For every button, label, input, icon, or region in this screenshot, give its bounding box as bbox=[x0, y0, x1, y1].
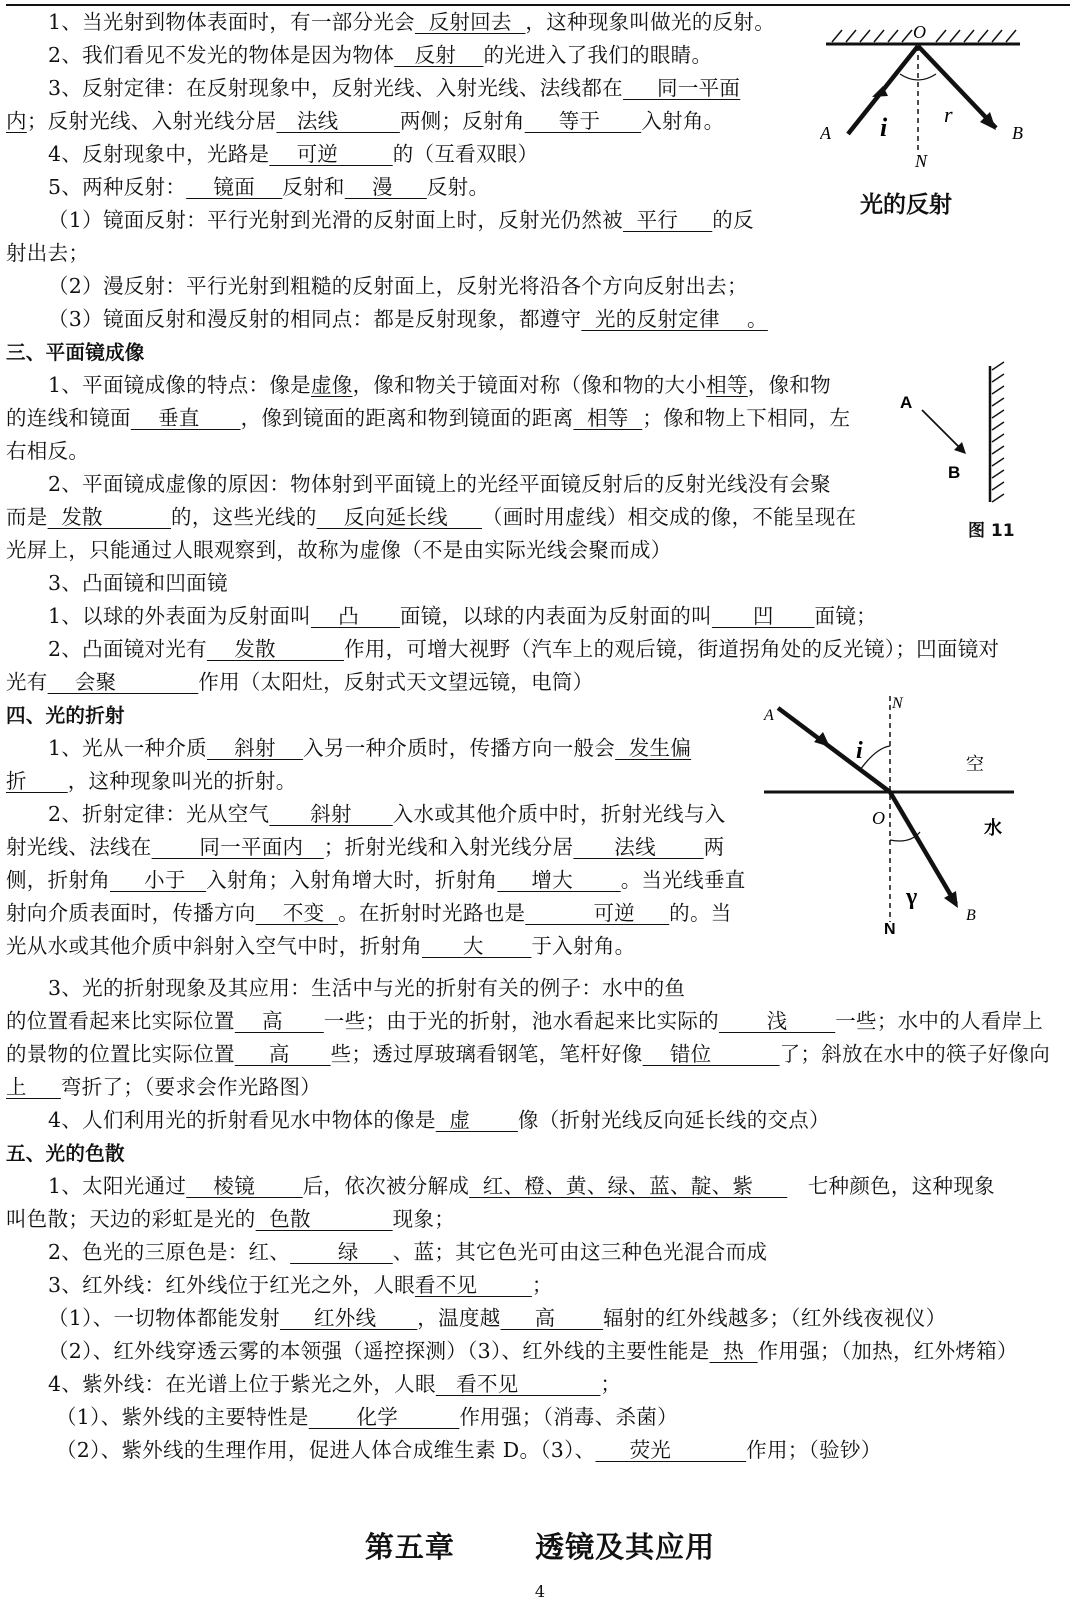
text-line bbox=[48, 798, 726, 831]
text-segment: 5、两种反射： bbox=[48, 175, 187, 199]
fill-in-answer: 法线 bbox=[276, 109, 400, 133]
text-line bbox=[48, 1170, 995, 1203]
text-segment: 3、红外线：红外线位于红光之外，人眼 bbox=[48, 1273, 415, 1297]
refr-label-i: i bbox=[856, 738, 863, 764]
text-segment: 。当光线垂直 bbox=[620, 868, 746, 892]
text-segment: 作用；（验钞） bbox=[746, 1438, 882, 1462]
fill-in-answer: 等于 bbox=[524, 109, 642, 133]
fill-in-answer: 高 bbox=[234, 1042, 331, 1066]
text-segment: （2）漫反射：平行光射到粗糙的反射面上，反射光将沿各个方向反射出去； bbox=[48, 274, 748, 298]
text-line bbox=[48, 1104, 830, 1137]
fill-in-answer: 反向延长线 bbox=[316, 505, 482, 529]
text-line bbox=[48, 270, 748, 303]
fill-in-answer: 高 bbox=[500, 1306, 604, 1330]
text-line bbox=[48, 138, 538, 171]
text-segment: 4、紫外线：在光谱上位于紫光之外，人眼 bbox=[48, 1372, 436, 1396]
text-segment: 右相反。 bbox=[6, 439, 90, 463]
text-segment: 1、当光射到物体表面时，有一部分光会 bbox=[48, 10, 415, 34]
text-line bbox=[6, 1005, 1043, 1038]
fill-in-answer: 镜面 bbox=[186, 175, 283, 199]
text-segment: 反射和 bbox=[282, 175, 345, 199]
text-segment: 2、凸面镜对光有 bbox=[48, 637, 207, 661]
fill-in-answer: 错位 bbox=[642, 1042, 780, 1066]
fill-in-answer: 上 bbox=[6, 1075, 61, 1099]
text-segment: 作用强；（消毒、杀菌） bbox=[459, 1405, 678, 1429]
fill-in-answer: 同一平面 bbox=[622, 76, 741, 100]
fill-in-answer: 斜射 bbox=[206, 736, 304, 760]
text-segment: 1、光从一种介质 bbox=[48, 736, 207, 760]
fill-in-answer: 同一平面内 bbox=[151, 835, 324, 859]
label-i: i bbox=[880, 113, 888, 142]
text-segment: 一些；水中的人看岸上 bbox=[835, 1009, 1044, 1033]
text-segment: 叫色散；天边的彩虹是光的 bbox=[6, 1207, 256, 1231]
text-line bbox=[48, 567, 228, 600]
text-segment: 4、人们利用光的折射看见水中物体的像是 bbox=[48, 1108, 436, 1132]
fill-in-answer: 红、橙、黄、绿、蓝、靛、紫 bbox=[469, 1174, 788, 1198]
text-segment: 的（互看双眼） bbox=[392, 142, 539, 166]
text-segment: 而是 bbox=[6, 505, 48, 529]
text-segment: ，像和物关于镜面对称（像和物的大小 bbox=[352, 373, 707, 397]
text-line bbox=[6, 402, 850, 435]
text-segment: 光屏上，只能通过人眼观察到，故称为虚像（不是由实际光线会聚而成） bbox=[6, 538, 672, 562]
text-segment: 弯折了；（要求会作光路图） bbox=[60, 1075, 322, 1099]
refr-label-r: γ bbox=[906, 884, 918, 910]
fill-in-answer: 斜射 bbox=[269, 802, 393, 826]
refr-label-air: 空 bbox=[966, 754, 984, 775]
reflection-caption: 光的反射 bbox=[860, 192, 952, 218]
text-segment: 3、光的折射现象及其应用：生活中与光的折射有关的例子：水中的鱼 bbox=[48, 976, 686, 1000]
text-line bbox=[48, 1302, 946, 1335]
text-line bbox=[48, 1269, 553, 1302]
text-segment: 两侧；反射角 bbox=[399, 109, 525, 133]
text-line bbox=[48, 972, 685, 1005]
mirror-label-b: B bbox=[948, 463, 961, 482]
text-segment: 2、折射定律：光从空气 bbox=[48, 802, 270, 826]
text-segment: 的位置看起来比实际位置 bbox=[6, 1009, 235, 1033]
text-segment: 1、平面镜成像的特点：像是 bbox=[48, 373, 311, 397]
text-line bbox=[6, 864, 746, 897]
text-segment: 的连线和镜面 bbox=[6, 406, 131, 430]
fill-in-answer: 法线 bbox=[573, 835, 704, 859]
text-line bbox=[48, 171, 489, 204]
text-segment: 面镜； bbox=[814, 604, 877, 628]
fill-in-answer: 光的反射定律 。 bbox=[581, 307, 768, 331]
text-line bbox=[6, 1038, 1050, 1071]
text-line bbox=[48, 1236, 767, 1269]
text-segment: （1）、紫外线的主要特性是 bbox=[56, 1405, 309, 1429]
text-segment: ，像到镜面的距离和物到镜面的距离 bbox=[240, 406, 574, 430]
text-line bbox=[48, 600, 877, 633]
text-segment: 了；斜放在水中的筷子好像向 bbox=[779, 1042, 1051, 1066]
refr-label-a: A bbox=[764, 707, 774, 724]
fill-in-answer: 红外线 bbox=[279, 1306, 418, 1330]
text-line bbox=[6, 666, 593, 699]
text-segment: 作用强；（加热，红外烤箱） bbox=[757, 1339, 1018, 1363]
text-segment: ，这种现象叫做光的反射。 bbox=[525, 10, 776, 34]
fill-in-answer: 可逆 bbox=[525, 901, 670, 925]
text-segment: 五、光的色散 bbox=[6, 1142, 125, 1165]
refr-label-o: O bbox=[872, 808, 885, 828]
text-segment: ；反射光线、入射光线分居 bbox=[26, 109, 277, 133]
fill-in-answer: 反射回去 bbox=[414, 10, 526, 34]
text-line bbox=[48, 633, 999, 666]
text-segment: 入射角；入射角增大时，折射角 bbox=[206, 868, 498, 892]
fill-in-answer: 高 bbox=[234, 1009, 324, 1033]
fill-in-answer: 折 bbox=[6, 769, 68, 793]
text-line bbox=[6, 105, 724, 138]
text-segment: 反射。 bbox=[426, 175, 490, 199]
section-heading bbox=[6, 336, 145, 369]
label-b: B bbox=[1012, 123, 1023, 143]
fill-in-answer: 绿 bbox=[290, 1240, 393, 1264]
text-segment: 1、以球的外表面为反射面叫 bbox=[48, 604, 311, 628]
fill-in-answer: 不变 bbox=[255, 901, 339, 925]
fill-in-answer: 虚像 bbox=[310, 373, 353, 397]
fill-in-answer: 增大 bbox=[497, 868, 621, 892]
text-segment: 入射角。 bbox=[641, 109, 725, 133]
text-segment: 的景物的位置比实际位置 bbox=[6, 1042, 235, 1066]
text-segment: ；折射光线和入射光线分居 bbox=[323, 835, 574, 859]
fill-in-answer: 看不见 bbox=[435, 1372, 601, 1396]
page-number: 4 bbox=[534, 1582, 546, 1601]
text-segment: 1、太阳光通过 bbox=[48, 1174, 187, 1198]
text-segment: 辐射的红外线越多；（红外线夜视仪） bbox=[603, 1306, 947, 1330]
text-segment: 两 bbox=[703, 835, 725, 859]
label-a: A bbox=[820, 123, 831, 143]
text-line bbox=[48, 732, 691, 765]
text-segment: 射光线、法线在 bbox=[6, 835, 152, 859]
refr-label-n-top: N bbox=[892, 695, 903, 712]
text-segment: 入另一种介质时，传播方向一般会 bbox=[303, 736, 616, 760]
text-segment: 入水或其他介质中时，折射光线与入 bbox=[392, 802, 726, 826]
fill-in-answer: 凸 bbox=[310, 604, 400, 628]
text-segment: 。在折射时光路也是 bbox=[338, 901, 526, 925]
text-line bbox=[6, 930, 635, 963]
fill-in-answer: 化学 bbox=[308, 1405, 460, 1429]
fill-in-answer: 凹 bbox=[711, 604, 815, 628]
text-segment: ，温度越 bbox=[417, 1306, 501, 1330]
text-line bbox=[48, 369, 831, 402]
fill-in-answer: 棱镜 bbox=[186, 1174, 303, 1198]
fill-in-answer: 漫 bbox=[344, 175, 427, 199]
text-line bbox=[6, 765, 297, 798]
text-segment: ，像和物 bbox=[747, 373, 831, 397]
text-line bbox=[6, 1203, 455, 1236]
fill-in-answer: 垂直 bbox=[130, 406, 241, 430]
fill-in-answer: 浅 bbox=[718, 1009, 836, 1033]
text-segment: 七种颜色，这种现象 bbox=[787, 1174, 995, 1198]
text-line bbox=[6, 435, 89, 468]
text-segment: ； bbox=[531, 1273, 553, 1297]
text-segment: 的，这些光线的 bbox=[171, 505, 317, 529]
text-line bbox=[6, 501, 856, 534]
refr-label-n-bottom: N bbox=[884, 921, 896, 938]
text-line bbox=[48, 204, 754, 237]
text-segment: 的反 bbox=[712, 208, 754, 232]
mirror-caption: 图 11 bbox=[968, 521, 1015, 541]
text-segment: 些；透过厚玻璃看钢笔，笔杆好像 bbox=[330, 1042, 643, 1066]
text-segment: （画时用虚线）相交成的像，不能呈现在 bbox=[481, 505, 857, 529]
refr-label-water: 水 bbox=[984, 818, 1002, 839]
text-line bbox=[6, 534, 672, 567]
text-segment: 光从水或其他介质中斜射入空气中时，折射角 bbox=[6, 934, 422, 958]
chapter-number: 第五章 bbox=[364, 1530, 455, 1564]
chapter-title: 透镜及其应用 bbox=[535, 1530, 716, 1564]
text-segment: 侧，折射角 bbox=[6, 868, 110, 892]
text-segment: 于入射角。 bbox=[531, 934, 636, 958]
reflection-diagram bbox=[820, 14, 1040, 199]
text-segment: 作用（太阳灶，反射式天文望远镜，电筒） bbox=[198, 670, 594, 694]
label-o: O bbox=[913, 22, 926, 42]
text-segment: ，这种现象叫光的折射。 bbox=[67, 769, 297, 793]
text-segment: 的光进入了我们的眼睛。 bbox=[483, 43, 713, 67]
text-line bbox=[48, 6, 775, 39]
text-segment: 四、光的折射 bbox=[6, 704, 125, 727]
text-segment: 面镜，以球的内表面为反射面的叫 bbox=[399, 604, 712, 628]
text-segment: 2、平面镜成虚像的原因：物体射到平面镜上的光经平面镜反射后的反射光线没有会聚 bbox=[48, 472, 831, 496]
text-segment: 射向介质表面时，传播方向 bbox=[6, 901, 256, 925]
text-segment: 3、反射定律：在反射现象中，反射光线、入射光线、法线都在 bbox=[48, 76, 623, 100]
text-line bbox=[48, 72, 740, 105]
text-line bbox=[48, 39, 712, 72]
refraction-diagram bbox=[760, 692, 1060, 942]
text-segment: （2）、紫外线的生理作用，促进人体合成维生素 D。（3）、 bbox=[56, 1438, 596, 1462]
text-segment: ； bbox=[600, 1372, 622, 1396]
text-segment: （3）镜面反射和漫反射的相同点：都是反射现象，都遵守 bbox=[48, 307, 582, 331]
fill-in-answer: 发散 bbox=[47, 505, 172, 529]
fill-in-answer: 荧光 bbox=[595, 1438, 747, 1462]
text-segment: 2、色光的三原色是：红、 bbox=[48, 1240, 291, 1264]
fill-in-answer: 看不见 bbox=[414, 1273, 532, 1297]
fill-in-answer: 可逆 bbox=[269, 142, 393, 166]
text-segment: 、蓝；其它色光可由这三种色光混合而成 bbox=[392, 1240, 768, 1264]
text-segment: 4、反射现象中，光路是 bbox=[48, 142, 270, 166]
label-n: N bbox=[915, 151, 928, 171]
text-segment: 光有 bbox=[6, 670, 48, 694]
text-line bbox=[6, 897, 732, 930]
fill-in-answer: 色散 bbox=[255, 1207, 393, 1231]
text-line bbox=[48, 468, 831, 501]
text-segment: 2、我们看见不发光的物体是因为物体 bbox=[48, 43, 395, 67]
section-heading bbox=[6, 699, 125, 732]
text-line bbox=[6, 1071, 321, 1104]
fill-in-answer: 反射 bbox=[394, 43, 484, 67]
text-segment: （1）镜面反射：平行光射到光滑的反射面上时，反射光仍然被 bbox=[48, 208, 623, 232]
text-segment: 射出去； bbox=[6, 241, 90, 265]
fill-in-answer: 相等 bbox=[573, 406, 643, 430]
mirror-label-a: A bbox=[900, 393, 913, 412]
fill-in-answer: 大 bbox=[422, 934, 532, 958]
text-segment: 现象； bbox=[392, 1207, 456, 1231]
text-line bbox=[48, 303, 768, 336]
fill-in-answer: 发生偏 bbox=[615, 736, 692, 760]
text-segment: （1）、一切物体都能发射 bbox=[48, 1306, 280, 1330]
fill-in-answer: 发散 bbox=[206, 637, 344, 661]
text-segment: 作用，可增大视野（汽车上的观后镜，街道拐角处的反光镜）；凹面镜对 bbox=[343, 637, 1000, 661]
text-line bbox=[6, 237, 89, 270]
text-segment: ；像和物上下相同，左 bbox=[642, 406, 851, 430]
text-line bbox=[56, 1434, 882, 1467]
fill-in-answer: 平行 bbox=[622, 208, 713, 232]
text-line bbox=[48, 1368, 621, 1401]
mirror-diagram bbox=[896, 360, 1026, 510]
text-segment: 后，依次被分解成 bbox=[302, 1174, 470, 1198]
fill-in-answer: 会聚 bbox=[47, 670, 199, 694]
text-segment: 三、平面镜成像 bbox=[6, 341, 145, 364]
text-segment: 像（折射光线反向延长线的交点） bbox=[517, 1108, 830, 1132]
label-r: r bbox=[944, 102, 953, 127]
text-segment: 3、凸面镜和凹面镜 bbox=[48, 571, 228, 595]
chapter-heading bbox=[0, 1525, 1080, 1566]
text-segment: 一些；由于光的折射，池水看起来比实际的 bbox=[323, 1009, 719, 1033]
refr-label-b: B bbox=[966, 907, 976, 924]
fill-in-answer: 内 bbox=[6, 109, 27, 133]
text-segment: （2）、红外线穿透云雾的本领强（遥控探测）（3）、红外线的主要性能是 bbox=[48, 1339, 710, 1363]
text-line bbox=[48, 1335, 1018, 1368]
fill-in-answer: 虚 bbox=[435, 1108, 518, 1132]
text-segment: 的。当 bbox=[669, 901, 732, 925]
fill-in-answer: 小于 bbox=[110, 868, 207, 892]
text-line bbox=[6, 831, 724, 864]
fill-in-answer: 相等 bbox=[706, 373, 748, 397]
section-heading bbox=[6, 1137, 125, 1170]
text-line bbox=[56, 1401, 678, 1434]
fill-in-answer: 热 bbox=[709, 1339, 758, 1363]
